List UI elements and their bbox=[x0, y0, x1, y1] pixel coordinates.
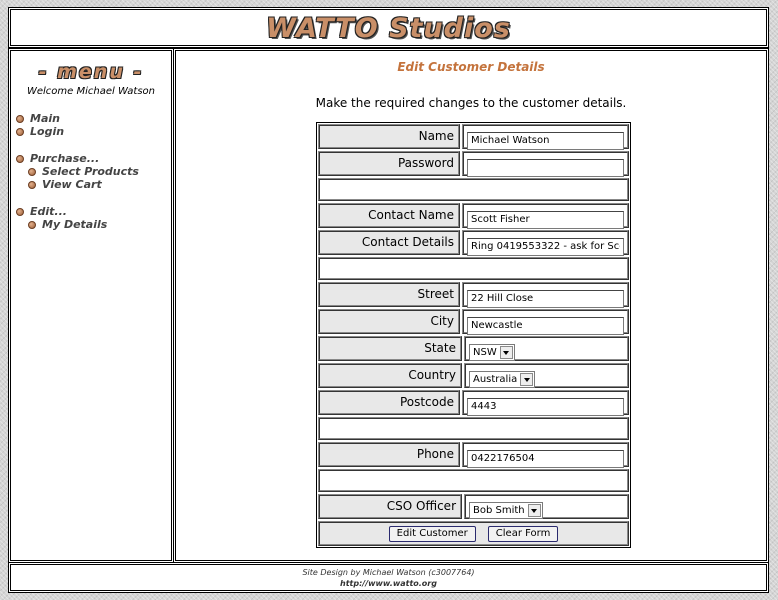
site-logo: WATTO Studios bbox=[266, 13, 511, 44]
country-label: Country bbox=[318, 363, 462, 388]
bullet-icon bbox=[16, 208, 24, 216]
menu-title: - menu - bbox=[38, 61, 144, 83]
sidebar-item-select-products[interactable] bbox=[14, 165, 139, 178]
clear-form-button[interactable]: Clear Form bbox=[488, 526, 559, 542]
state-select-value: NSW bbox=[473, 347, 497, 358]
cso-officer-select[interactable] bbox=[469, 502, 543, 519]
welcome-message: Welcome Michael Watson bbox=[26, 86, 156, 97]
sidebar-item-purchase[interactable] bbox=[14, 152, 139, 165]
contact-name-input[interactable] bbox=[467, 211, 624, 229]
sidebar-item-label: Main bbox=[30, 112, 60, 125]
sidebar bbox=[8, 48, 174, 563]
sidebar-item-login[interactable] bbox=[14, 125, 139, 138]
sidebar-item-label: My Details bbox=[42, 218, 108, 231]
header bbox=[8, 7, 769, 48]
sidebar-item-my-details[interactable] bbox=[14, 218, 139, 231]
street-input[interactable] bbox=[467, 290, 624, 308]
main-content bbox=[173, 48, 769, 563]
instructions-text: Make the required changes to the customer details. bbox=[315, 96, 627, 110]
bullet-icon bbox=[28, 168, 36, 176]
bullet-icon bbox=[28, 221, 36, 229]
bullet-icon bbox=[16, 128, 24, 136]
chevron-down-icon[interactable] bbox=[500, 346, 513, 359]
spacer-row bbox=[318, 257, 629, 280]
state-select[interactable] bbox=[469, 344, 515, 361]
contact-details-label: Contact Details bbox=[318, 230, 460, 255]
footer bbox=[8, 562, 769, 593]
password-label: Password bbox=[318, 151, 460, 176]
spacer-row bbox=[318, 178, 629, 201]
bullet-icon bbox=[16, 115, 24, 123]
postcode-input[interactable] bbox=[467, 398, 624, 416]
phone-input[interactable] bbox=[467, 450, 624, 468]
country-select[interactable] bbox=[469, 371, 535, 388]
city-label: City bbox=[318, 309, 460, 334]
password-input[interactable] bbox=[467, 159, 624, 177]
footer-link[interactable]: http://www.watto.org bbox=[340, 579, 437, 588]
spacer-row bbox=[318, 469, 629, 492]
sidebar-item-label: Edit... bbox=[30, 205, 67, 218]
sidebar-nav bbox=[14, 112, 139, 231]
street-label: Street bbox=[318, 282, 460, 307]
edit-customer-button[interactable]: Edit Customer bbox=[389, 526, 476, 542]
name-input[interactable] bbox=[467, 132, 624, 150]
country-select-value: Australia bbox=[473, 374, 518, 385]
sidebar-item-view-cart[interactable] bbox=[14, 178, 139, 191]
sidebar-item-label: Purchase... bbox=[30, 152, 100, 165]
name-label: Name bbox=[318, 124, 460, 149]
footer-credit: Site Design by Michael Watson (c3007764) bbox=[302, 568, 475, 577]
sidebar-item-label: Login bbox=[30, 125, 65, 138]
postcode-label: Postcode bbox=[318, 390, 460, 415]
sidebar-item-edit[interactable] bbox=[14, 205, 139, 218]
chevron-down-icon[interactable] bbox=[520, 373, 533, 386]
city-input[interactable] bbox=[467, 317, 624, 335]
bullet-icon bbox=[28, 181, 36, 189]
spacer-row bbox=[318, 417, 629, 440]
sidebar-item-label: Select Products bbox=[42, 165, 139, 178]
contact-details-input[interactable] bbox=[467, 238, 624, 256]
form-buttons bbox=[318, 521, 629, 546]
page-title: Edit Customer Details bbox=[397, 60, 545, 74]
sidebar-item-main[interactable] bbox=[14, 112, 139, 125]
bullet-icon bbox=[16, 155, 24, 163]
customer-form bbox=[316, 122, 631, 548]
chevron-down-icon[interactable] bbox=[528, 504, 541, 517]
contact-name-label: Contact Name bbox=[318, 203, 460, 228]
cso-officer-label: CSO Officer bbox=[318, 494, 462, 519]
phone-label: Phone bbox=[318, 442, 460, 467]
cso-officer-select-value: Bob Smith bbox=[473, 505, 525, 516]
state-label: State bbox=[318, 336, 462, 361]
sidebar-item-label: View Cart bbox=[42, 178, 102, 191]
